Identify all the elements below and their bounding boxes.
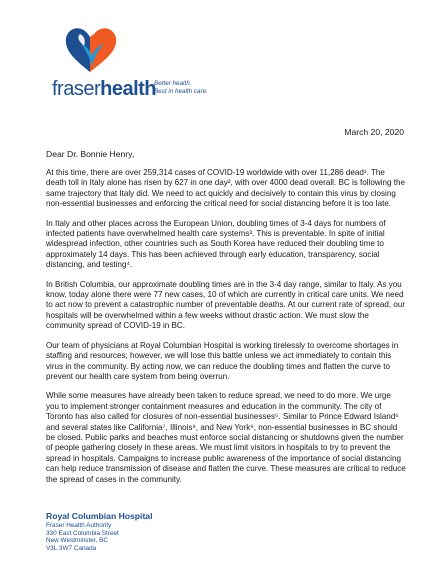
signature-line-1: Fraser Health Authority	[46, 522, 112, 529]
logo-wordmark	[52, 78, 156, 100]
signature-line-3: New Westminster, BC	[46, 537, 109, 545]
letter-date: March 20, 2020	[344, 127, 404, 137]
paragraph-2: In Italy and other places across the European Union, doubling times of 3-4 days for numbers of infected patients have overwhelmed health care systems³. This is preventable. In spite of initial widespread infection, other countries such as South Korea have reduced their doubling time to approximately 14 days. This has been achieved through early education, transparency, social distancing, and testing⁴.	[46, 218, 386, 270]
logo-word-health: health	[100, 78, 157, 100]
paragraph-3: In British Columbia, our approximate doubling times are in the 3-4 day range, similar to Italy. As you know, today alone there were 77 new cases, 10 of which are currently in critical care units. We need to act now to prevent a catastrophic number of preventable deaths. At our current rate of spread, our hospitals will be overwhelmed within a few weeks without drastic action. We must slow the community spread of COVID-19 in BC.	[46, 279, 406, 331]
signature-line-2: 330 East Columbia Street	[46, 529, 119, 537]
signature-block	[46, 511, 152, 552]
logo-word-fraser: fraser	[52, 78, 101, 100]
heart-logo-icon	[60, 22, 122, 74]
signature-name: Royal Columbian Hospital	[46, 511, 153, 521]
paragraph-4: Our team of physicians at Royal Columbian Hospital is working tirelessly to overcome shortages in staffing and resources; however, we will lose this battle unless we act immediately to contain this virus in the community. By acting now, we can reduce the doubling times and flatten the curve to prevent our health care system from being overrun.	[46, 340, 399, 381]
letter-body	[46, 168, 406, 494]
paragraph-5: While some measures have already been taken to reduce spread, we need to do more. We urge you to implement stronger containment measures and education in the community. The city of Toronto has also called for closures of non-essential businesses⁵. Similar to Prince Edward Island⁶ and several states like California⁷, Illinois⁸, and New York⁹, non-essential businesses in BC should be closed. Public parks and beaches must enforce social distancing or shutdowns given the number of people gathering closely in these areas. We must limit visitors in hospitals to try to prevent the spread in hospitals. Campaigns to increase public awareness of the importance of social distancing can help reduce transmission of disease and flatten the curve. These measures are critical to reduce the spread of cases in the community.	[46, 391, 406, 484]
logo-tagline-2: Best in health care.	[154, 88, 208, 95]
paragraph-1: At this time, there are over 259,314 cases of COVID-19 worldwide with over 11,286 dead¹. The death toll in Italy alone has risen by 627 in one day², with over 4000 dead overall. BC is following the same trajectory that Italy did. We need to act quickly and decisively to contain this virus by closing non-essential businesses and enforcing the critical need for social distancing before it is too late.	[46, 168, 406, 209]
signature-line-4: V3L 3W7 Canada	[46, 544, 97, 552]
logo-tagline	[154, 80, 208, 96]
fraser-health-logo	[50, 22, 210, 102]
logo-tagline-1: Better health.	[154, 80, 192, 87]
letter-salutation: Dear Dr. Bonnie Henry,	[46, 149, 135, 159]
